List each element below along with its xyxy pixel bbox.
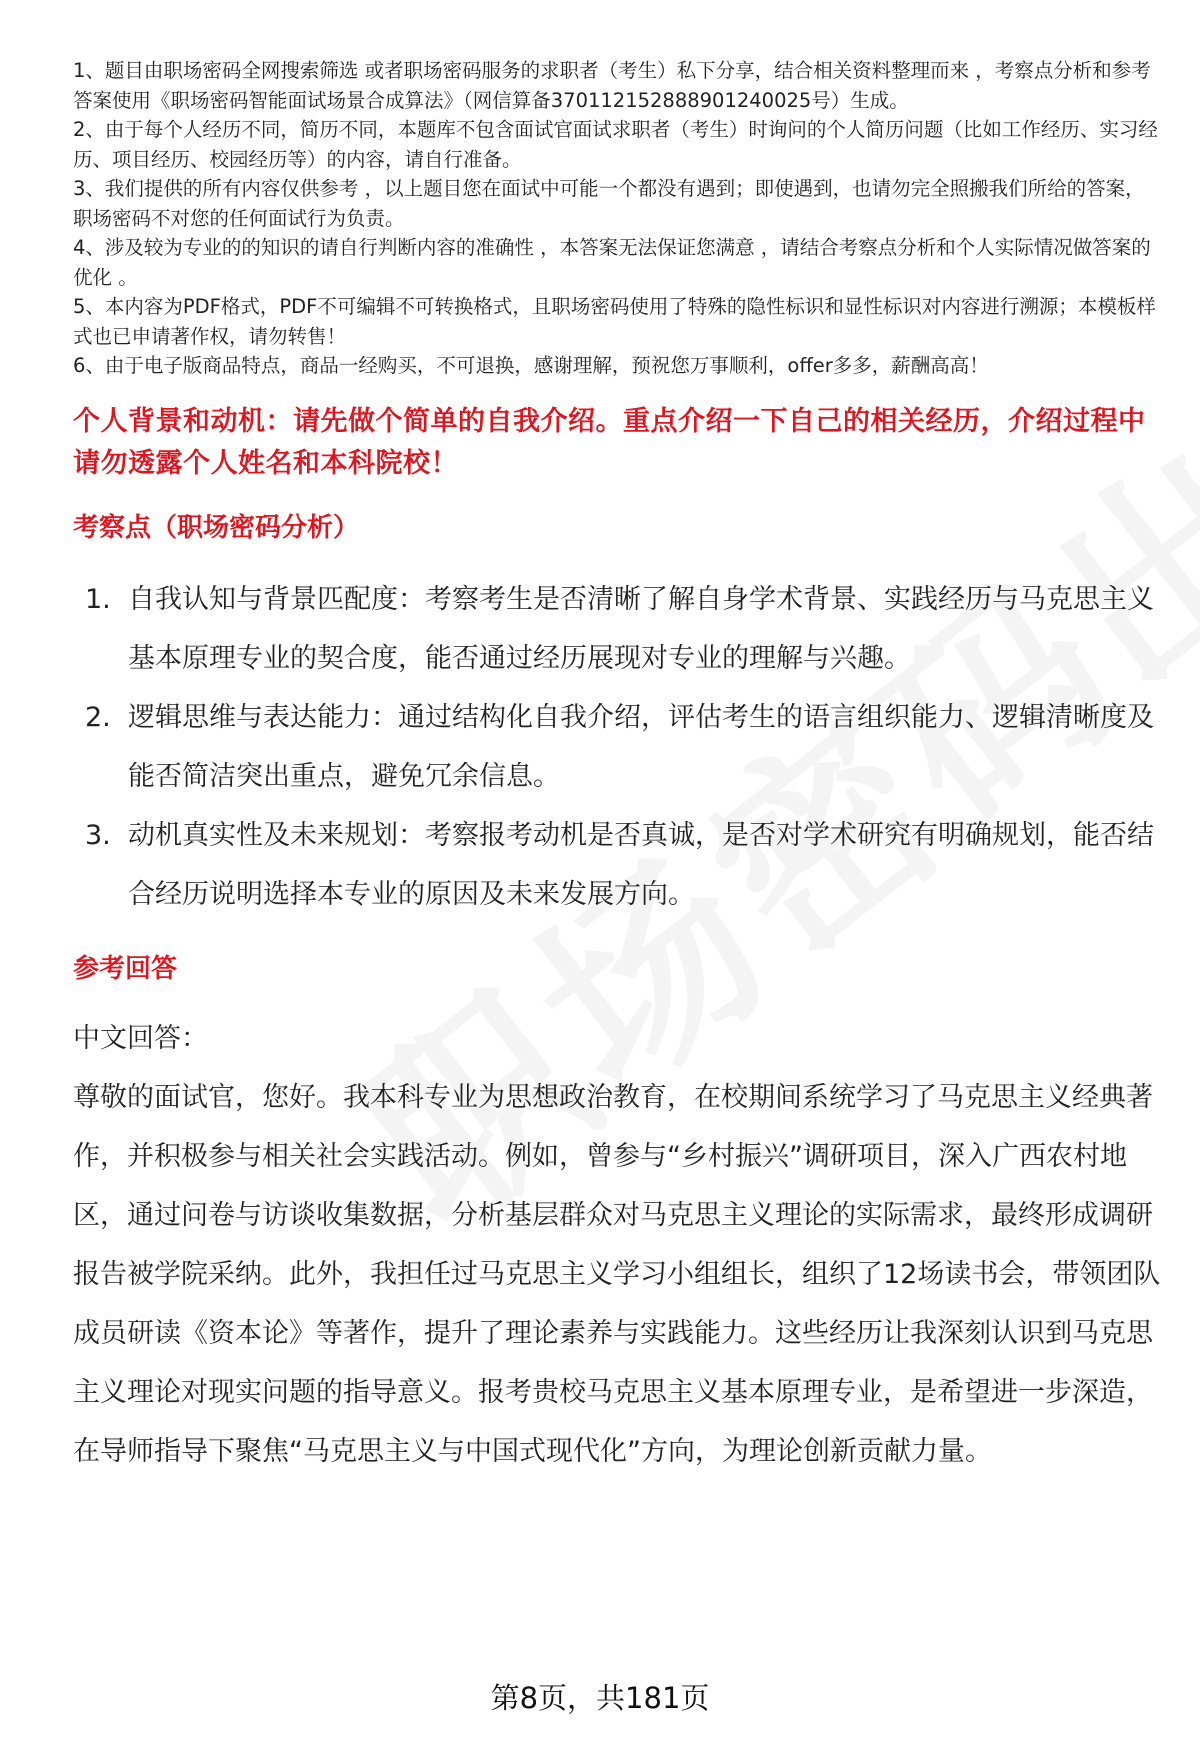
analysis-item-number: 1.: [85, 583, 111, 615]
analysis-item-number: 2.: [85, 701, 111, 733]
notice-item: 3、我们提供的所有内容仅供参考 ，以上题目您在面试中可能一个都没有遇到；即使遇到，也请勿完全照搬我们所给的答案，职场密码不对您的任何面试行为负责。: [73, 177, 1145, 230]
notice-block: [73, 56, 1163, 381]
analysis-heading: 考察点（职场密码分析）: [73, 512, 360, 543]
answer-text: 尊敬的面试官，您好。我本科专业为思想政治教育，在校期间系统学习了马克思主义经典著作，并积极参与相关社会实践活动。例如，曾参与“乡村振兴”调研项目，深入广西农村地区，通过问卷与访谈收集数据，分析基层群众对马克思主义理论的实际需求，最终形成调研报告被学院采纳。此外，我担任过马克思主义学习小组组长，组织了12场读书会，带领团队成员研读《资本论》等著作，提升了理论素养与实践能力。这些经历让我深刻认识到马克思主义理论对现实问题的指导意义。报考贵校马克思主义基本原理专业，是希望进一步深造，在导师指导下聚焦“马克思主义与中国式现代化”方向，为理论创新贡献力量。: [73, 1081, 1161, 1467]
notice-item: 6、由于电子版商品特点，商品一经购买，不可退换，感谢理解，预祝您万事顺利，offer多多，薪酬高高！: [73, 354, 989, 377]
notice-item: 2、由于每个人经历不同，简历不同，本题库不包含面试官面试求职者（考生）时询问的个人简历问题（比如工作经历、实习经历、项目经历、校园经历等）的内容，请自行准备。: [73, 118, 1158, 171]
notice-item: 4、涉及较为专业的的知识的请自行判断内容的准确性 ，本答案无法保证您满意 ，请结合考察点分析和个人实际情况做答案的优化 。: [73, 236, 1151, 289]
answer-body: [73, 1009, 1163, 1481]
analysis-item: [73, 570, 1163, 688]
analysis-item-text: 自我认知与背景匹配度：考察考生是否清晰了解自身学术背景、实践经历与马克思主义基本原理专业的契合度，能否通过经历展现对专业的理解与兴趣。: [128, 583, 1154, 674]
document-page: [73, 56, 1163, 1481]
answer-label: 中文回答：: [73, 1022, 208, 1054]
analysis-item-text: 逻辑思维与表达能力：通过结构化自我介绍，评估考生的语言组织能力、逻辑清晰度及能否简洁突出重点，避免冗余信息。: [128, 701, 1154, 792]
page-number-footer: 第8页，共181页: [490, 1681, 710, 1715]
analysis-item-text: 动机真实性及未来规划：考察报考动机是否真诚，是否对学术研究有明确规划，能否结合经历说明选择本专业的原因及未来发展方向。: [128, 819, 1154, 910]
interview-question: 个人背景和动机：请先做个简单的自我介绍。重点介绍一下自己的相关经历，介绍过程中请勿透露个人姓名和本科院校！: [73, 405, 1146, 479]
notice-item: 5、本内容为PDF格式，PDF不可编辑不可转换格式，且职场密码使用了特殊的隐性标识和显性标识对内容进行溯源；本模板样式也已申请著作权，请勿转售！: [73, 295, 1156, 348]
analysis-item-number: 3.: [85, 819, 111, 851]
analysis-item: [73, 688, 1163, 806]
analysis-item: [73, 806, 1163, 924]
analysis-list: [73, 570, 1163, 924]
notice-item: 1、题目由职场密码全网搜索筛选 或者职场密码服务的求职者（考生）私下分享，结合相关资料整理而来 ，考察点分析和参考答案使用《职场密码智能面试场景合成算法》（网信算备370112152888901240025号）生成。: [73, 59, 1151, 112]
answer-heading: 参考回答: [73, 953, 178, 984]
